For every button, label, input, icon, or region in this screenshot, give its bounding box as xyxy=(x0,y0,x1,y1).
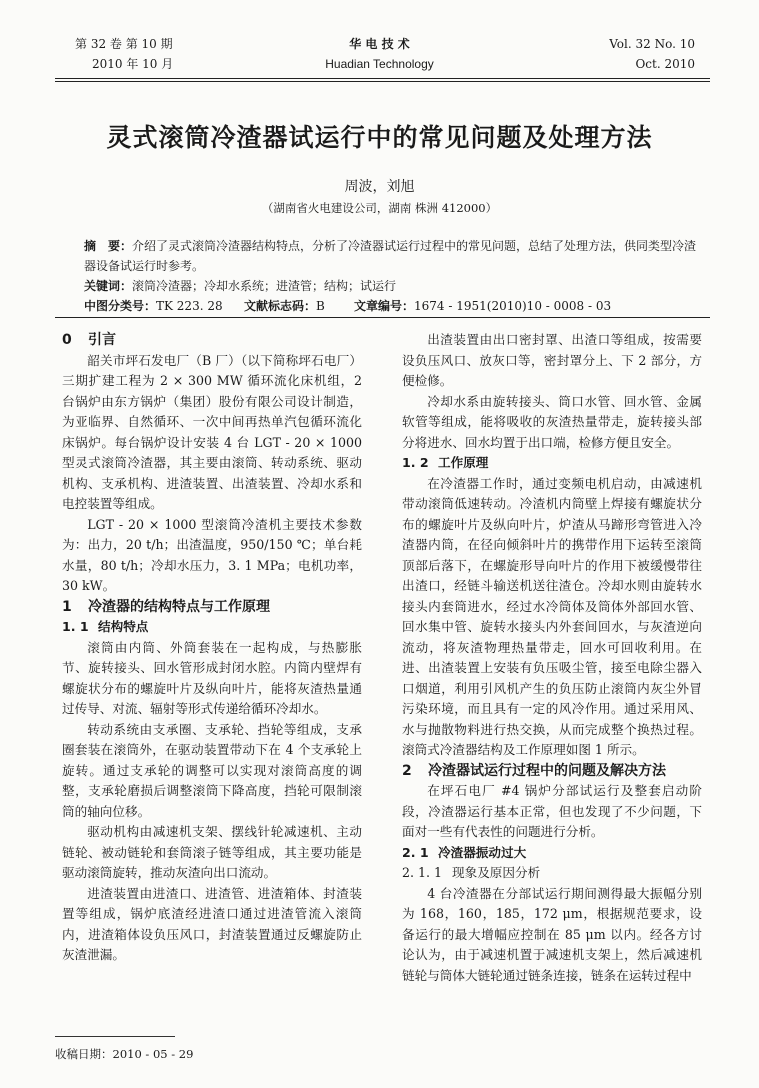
clc-number: TK 223. 28 xyxy=(156,299,223,313)
paragraph: 驱动机构由减速机支架、摆线针轮减速机、主动链轮、被动链轮和套筒滚子链等组成，其主要功能是驱动滚筒旋转，推动灰渣向出口流动。 xyxy=(62,824,362,880)
paragraph: 在冷渣器工作时，通过变频电机启动，由减速机带动滚筒低速转动。冷渣机内筒壁上焊接有螺旋状分布的螺旋叶片及纵向叶片，炉渣从马蹄形弯管进入冷渣器内筒，在径向倾斜叶片的携带作用下运转至滚筒顶部后落下，在螺旋形导向叶片的作用下被缓慢带往出渣口，经链斗输送机送往渣仓。冷却水则由旋转水接头内套筒进水，经过水冷筒体及筒体外部回水管、回水集中管、旋转水接头内外套间回水，与灰渣逆向流动，将灰渣物理热量带走，回水可回收利用。在进、出渣装置上安装有负压吸尘管，接至电除尘器入口烟道，利用引风机产生的负压防止滚筒内灰尘外冒污染环境，而且具有一定的风冷作用。通过采用风、水与抛散物料进行热交换，从而完成整个换热过程。滚筒式冷渣器结构及工作原理如图 1 所示。 xyxy=(402,475,702,757)
journal-volume: 第 32 卷 第 10 期 xyxy=(75,37,173,51)
subsection-heading: 1. 2 工作原理 xyxy=(402,455,489,470)
received-date: 收稿日期：2010 - 05 - 29 xyxy=(55,1047,194,1061)
paragraph: 在坪石电厂 #4 锅炉分部试运行及整套启动阶段，冷渣器运行基本正常，但也发现了不少问题，下面对一些有代表性的问题进行分析。 xyxy=(402,783,702,839)
abstract-text: 介绍了灵式滚筒冷渣器结构特点，分析了冷渣器试运行过程中的常见问题，总结了处理方法，供同类型冷渣器设备试运行时参考。 xyxy=(84,239,697,273)
issue-date-en: Oct. 2010 xyxy=(635,57,695,71)
footnote-rule xyxy=(55,1036,175,1037)
header-rule-2 xyxy=(55,81,710,82)
journal-name-cn: 华 电 技 术 xyxy=(349,37,410,51)
section-heading: 0 引言 xyxy=(62,332,116,348)
right-column xyxy=(402,330,702,986)
keywords-label: 关键词： xyxy=(84,279,133,293)
subsection-heading: 2. 1 冷渣器振动过大 xyxy=(402,844,527,860)
paragraph: 4 台冷渣器在分部试运行期间测得最大振幅分别为 168，160，185，172 μm，根据规范要求，设备运行的最大增幅应控制在 85 μm 以内。经各方讨论认为，由于减速机置于减速机支架上，然后减速机链轮与筒体大链轮通过链条连接，链条在运转过程中 xyxy=(402,885,702,983)
clc-label: 中图分类号： xyxy=(84,299,157,313)
paragraph: 出渣装置由出口密封罩、出渣口等组成，按需要设负压风口、放灰口等，密封罩分上、下 2 部分，方便检修。 xyxy=(402,332,702,388)
journal-date: 2010 年 10 月 xyxy=(92,57,174,71)
paragraph: 韶关市坪石发电厂（B 厂）（以下简称坪石电厂）三期扩建工程为 2 × 300 MW 循环流化床机组，2 台锅炉由东方锅炉（集团）股份有限公司设计制造，为亚临界、自然循环、一次中间再热单汽包循环流化床锅炉。每台锅炉设计安装 4 台 LGT - 20 × 1000 型灵式滚筒冷渣器，其主要由滚筒、转动系统、驱动机构、支承机构、进渣装置、出渣装置、冷却水系和电控装置等组成。 xyxy=(62,352,362,511)
subsection-heading: 1. 1 结构特点 xyxy=(62,619,149,634)
article-number: 1674 - 1951(2010)10 - 0008 - 03 xyxy=(414,299,612,313)
abstract-rule xyxy=(55,317,710,318)
section-heading: 1 冷渣器的结构特点与工作原理 xyxy=(62,598,270,615)
paragraph: 滚筒由内筒、外筒套装在一起构成，与热膨胀节、旋转接头、回水管形成封闭水腔。内筒内壁焊有螺旋状分布的螺旋叶片及纵向叶片，能将灰渣热量通过传导、对流、辐射等形式传递给循环冷却水。 xyxy=(62,639,362,716)
subsubsection-heading: 2. 1. 1 现象及原因分析 xyxy=(402,865,541,880)
left-column xyxy=(62,330,362,966)
affiliation: （湖南省火电建设公司，湖南 株洲 412000） xyxy=(261,201,498,215)
journal-name-en: Huadian Technology xyxy=(325,57,434,71)
doc-code-label: 文献标志码： xyxy=(244,299,317,313)
header-rule xyxy=(55,78,710,79)
paragraph: 转动系统由支承圈、支承轮、挡轮等组成，支承圈套装在滚筒外，在驱动装置带动下在 4 个支承轮上旋转。通过支承轮的调整可以实现对滚筒高度的调整，支承轮磨损后调整滚筒下降高度，挡轮可限制滚筒的轴向位移。 xyxy=(62,721,362,819)
paragraph: 进渣装置由进渣口、进渣管、进渣箱体、封渣装置等组成，锅炉底渣经进渣口通过进渣管流入滚筒内，进渣箱体设负压风口，封渣装置通过反螺旋防止灰渣泄漏。 xyxy=(62,885,362,962)
article-number-label: 文章编号： xyxy=(354,299,415,313)
keywords: 滚筒冷渣器；冷却水系统；进渣管；结构；试运行 xyxy=(132,279,397,293)
abstract xyxy=(84,236,704,316)
authors: 周波，刘旭 xyxy=(344,179,415,195)
section-heading: 2 冷渣器试运行过程中的问题及解决方法 xyxy=(402,762,666,779)
volume-number-en: Vol. 32 No. 10 xyxy=(609,37,695,51)
paper-title: 灵式滚筒冷渣器试运行中的常见问题及处理方法 xyxy=(106,123,653,152)
abstract-label: 摘 要： xyxy=(84,239,133,253)
doc-code: B xyxy=(316,299,325,313)
paragraph: LGT - 20 × 1000 型滚筒冷渣机主要技术参数为：出力，20 t/h；出渣温度，950/150 ℃；单台耗水量，80 t/h；冷却水压力，3. 1 MPa；电机功率，30 kW。 xyxy=(62,516,362,593)
paragraph: 冷却水系由旋转接头、筒口水管、回水管、金属软管等组成，能将吸收的灰渣热量带走，旋转接头部分将进水、回水均置于出口端，检修方便且安全。 xyxy=(402,393,702,450)
